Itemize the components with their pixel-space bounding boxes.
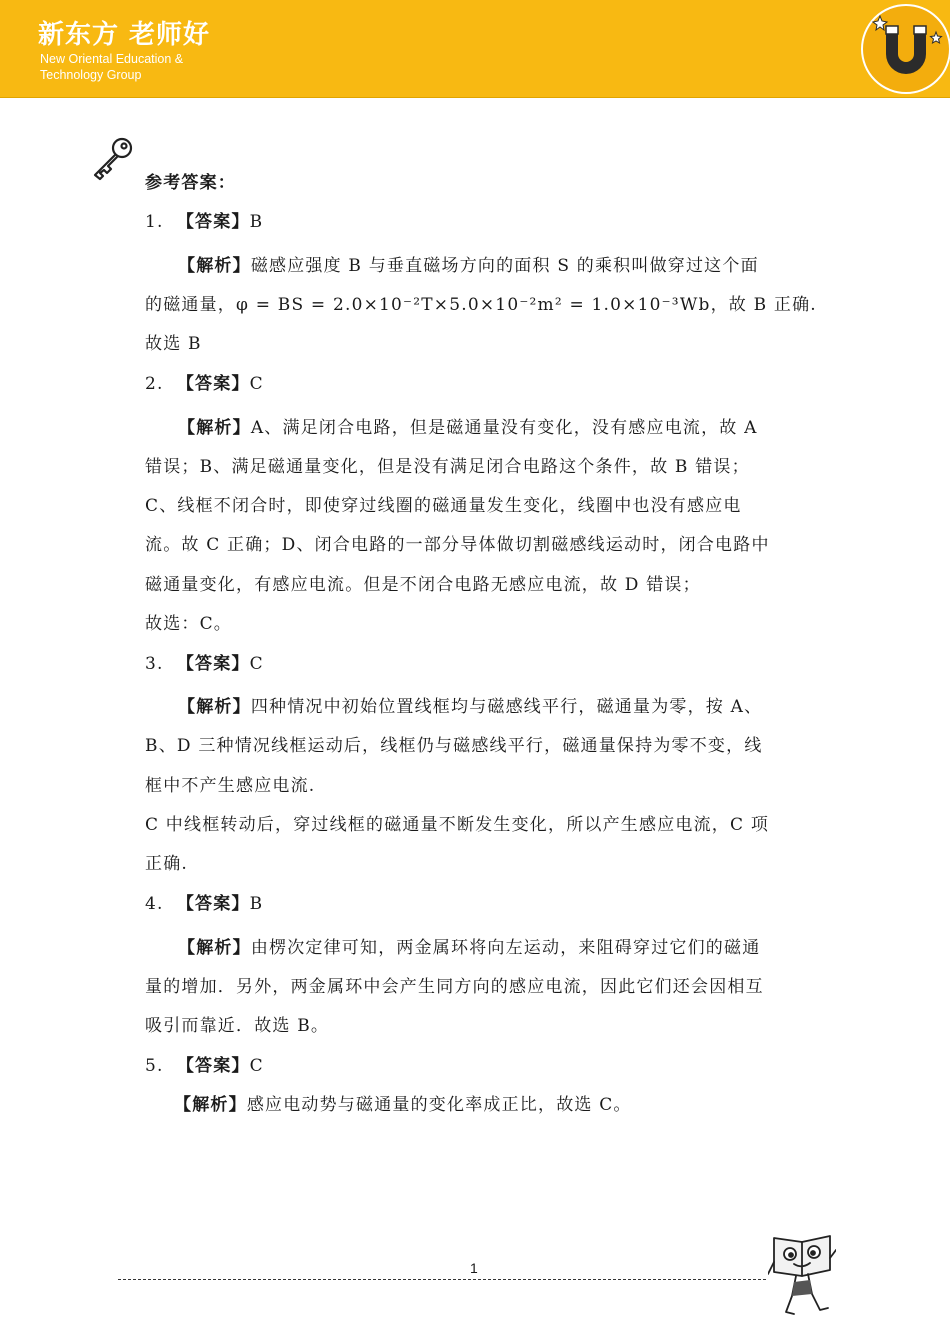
answer-4-value: B [249, 894, 264, 914]
answer-1-value: B [249, 212, 264, 232]
footer-divider [118, 1279, 766, 1280]
answer-2-analysis-line-5: 磁通量变化，有感应电流。但是不闭合电路无感应电流，故 D 错误； [145, 575, 701, 595]
answer-4-text-1: 由楞次定律可知，两金属环将向左运动，来阻碍穿过它们的磁通 [250, 938, 761, 958]
answer-1-header [145, 207, 263, 232]
brand-en-line2: Technology Group [40, 68, 142, 82]
header-bar [0, 0, 950, 98]
answer-5-text-1: 感应电动势与磁通量的变化率成正比，故选 C。 [246, 1095, 632, 1115]
answer-4-header [145, 889, 263, 914]
answer-2-text-1: A、满足闭合电路，但是磁通量没有变化，没有感应电流，故 A [250, 418, 758, 438]
answer-1-analysis-tag: 【解析】 [178, 256, 251, 276]
answer-4-analysis-line-3: 吸引而靠近．故选 B。 [145, 1016, 330, 1036]
answer-5-value: C [249, 1056, 264, 1076]
answer-2-analysis-line-4: 流。故 C 正确；D、闭合电路的一部分导体做切割磁感线运动时，闭合电路中 [145, 535, 770, 555]
answers-title: 参考答案： [145, 173, 236, 193]
answer-2-analysis-line-2: 错误；B、满足磁通量变化，但是没有满足闭合电路这个条件，故 B 错误； [145, 457, 750, 477]
answer-1-analysis-line-1 [178, 251, 759, 276]
answer-3-analysis-line-4: C 中线框转动后，穿过线框的磁通量不断发生变化，所以产生感应电流，C 项 [145, 815, 770, 835]
answer-4-analysis-line-1 [178, 933, 760, 958]
brand-en-line1: New Oriental Education & [40, 52, 184, 66]
answer-2-analysis-line-1 [178, 413, 758, 438]
answer-5-tag: 【答案】 [176, 1056, 250, 1076]
answer-1-analysis-line-2: 的磁通量，φ = BS = 2.0×10⁻²T×5.0×10⁻²m² = 1.0×10⁻³Wb，故 B 正确. [145, 295, 817, 315]
answer-5-analysis-line-1 [174, 1090, 632, 1115]
answer-2-number: 2. [145, 374, 164, 394]
answer-2-header [145, 369, 264, 394]
answer-3-analysis-line-2: B、D 三种情况线框运动后，线框仍与磁感线平行，磁通量保持为零不变，线 [145, 736, 763, 756]
answer-2-analysis-line-6: 故选：C。 [145, 614, 233, 634]
answer-2-analysis-tag: 【解析】 [178, 418, 251, 438]
answer-1-number: 1. [145, 212, 164, 232]
answer-5-number: 5. [145, 1056, 164, 1076]
answer-2-value: C [249, 374, 264, 394]
answer-3-number: 3. [145, 654, 164, 674]
key-icon [90, 135, 136, 181]
answer-1-tag: 【答案】 [176, 212, 250, 232]
answer-4-number: 4. [145, 894, 164, 914]
answer-4-analysis-line-2: 量的增加．另外，两金属环中会产生同方向的感应电流，因此它们还会因相互 [145, 977, 764, 997]
magnet-icon [856, 2, 950, 96]
answer-1-text-1: 磁感应强度 B 与垂直磁场方向的面积 S 的乘积叫做穿过这个面 [250, 256, 759, 276]
answer-3-text-1: 四种情况中初始位置线框均与磁感线平行，磁通量为零，按 A、 [250, 697, 763, 717]
answer-3-value: C [249, 654, 264, 674]
answer-3-analysis-line-5: 正确. [145, 854, 189, 874]
answer-4-tag: 【答案】 [176, 894, 250, 914]
answer-3-analysis-tag: 【解析】 [178, 697, 251, 717]
answer-5-header [145, 1051, 264, 1076]
answer-2-analysis-line-3: C、线框不闭合时，即使穿过线圈的磁通量发生变化，线圈中也没有感应电 [145, 496, 742, 516]
answer-5-analysis-tag: 【解析】 [174, 1095, 247, 1115]
page-number: 1 [470, 1260, 478, 1276]
answer-3-analysis-line-3: 框中不产生感应电流. [145, 776, 316, 796]
answer-4-analysis-tag: 【解析】 [178, 938, 251, 958]
answer-2-tag: 【答案】 [176, 374, 250, 394]
answer-3-tag: 【答案】 [176, 654, 250, 674]
answer-1-analysis-line-3: 故选 B [145, 334, 202, 354]
mascot-book-icon [768, 1232, 836, 1318]
brand-name-en [40, 51, 183, 83]
answer-3-header [145, 649, 264, 674]
answer-3-analysis-line-1 [178, 692, 762, 717]
brand-name-cn: 新东方 老师好 [38, 20, 211, 50]
